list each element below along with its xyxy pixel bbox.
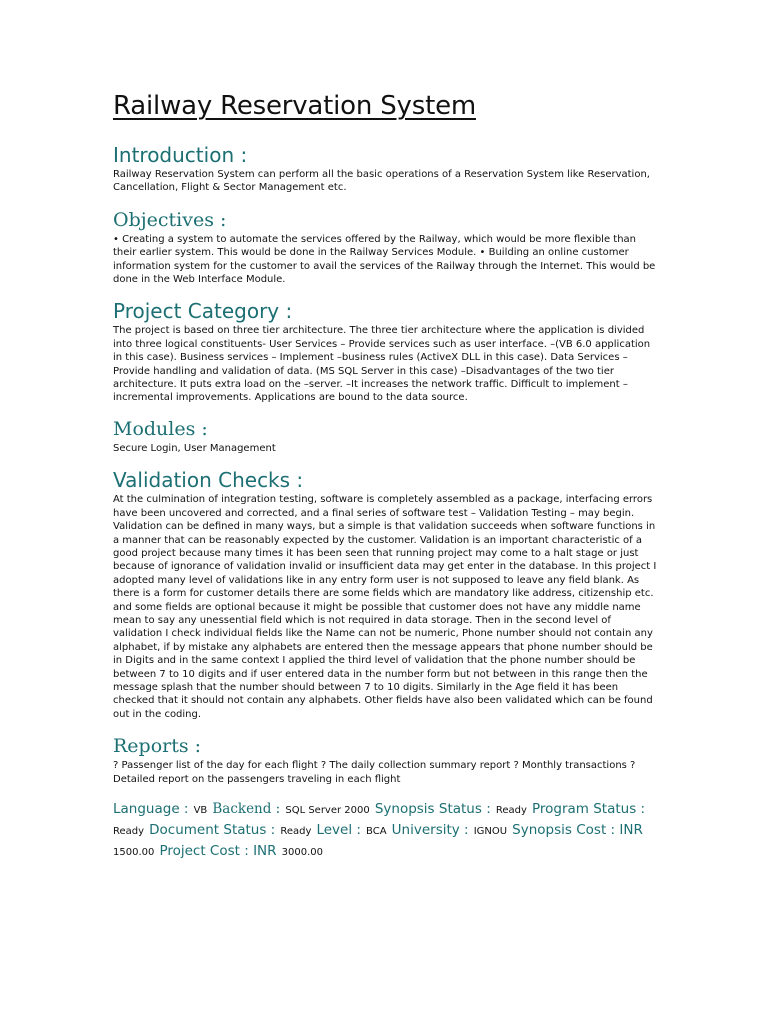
reports-section (113, 733, 658, 786)
validation-checks-text: At the culmination of integration testing, software is completely assembled as a package, interfacing errors have been uncovered and corrected, and a final series of software test – Validation Testing – may begin. Validation can be defined in many ways, but a simple is that validation succeeds when software functions in a manner that can be reasonably expected by the customer. Validation is an important characteristic of a good project because many times it has been seen that running project may come to a halt stage or just because of ignorance of validation invalid or insufficient data may get enter in the database. In this project I adopted many level of validations like in any entry form user is not supposed to leave any field blank. As there is a form for customer details there are some fields which are mandatory like address, citizenship etc. and some fields are optional because it might be possible that customer does not have any middle name mean to say any unessential field which is not required in data storage. Then in the second level of validation I check individual fields like the Name can not be numeric, Phone number should not contain any alphabet, if by mistake any alphabets are entered then the message appears that phone number should be in Digits and in the same context I applied the third level of validation that the phone number should be between 7 to 10 digits and if user entered data in the number form but not between in this range then the message splash that the number should between 7 to 10 digits. Similarly in the Age field it has been checked that it should not contain any alphabets. Other fields have also been validated which can be found out in the coding. (113, 494, 657, 720)
validation-checks-section (113, 467, 658, 721)
project-cost-label: Project Cost : INR (159, 843, 277, 859)
program-status-value: Ready (113, 826, 145, 837)
introduction-text: Railway Reservation System can perform all the basic operations of a Reservation System like Reservation, Cancellation, Flight & Sector Management etc. (113, 169, 650, 194)
project-cost-value: 3000.00 (281, 847, 323, 858)
language-label: Language : (113, 801, 189, 817)
document-page (113, 88, 658, 862)
modules-text: Secure Login, User Management (113, 442, 276, 454)
validation-checks-heading: Validation Checks : (113, 468, 304, 493)
document-status-label: Document Status : (149, 822, 276, 838)
backend-label: Backend : (212, 801, 281, 817)
synopsis-cost-value: 1500.00 (113, 847, 155, 858)
synopsis-cost-label: Synopsis Cost : INR (512, 822, 643, 838)
introduction-section (113, 142, 658, 195)
level-label: Level : (316, 822, 361, 838)
objectives-heading: Objectives : (113, 208, 227, 231)
reports-heading: Reports : (113, 735, 202, 758)
level-value: BCA (366, 826, 387, 837)
backend-value: SQL Server 2000 (285, 805, 370, 816)
synopsis-status-value: Ready (495, 805, 527, 816)
project-summary (113, 799, 658, 862)
project-category-section (113, 298, 658, 404)
project-category-heading: Project Category : (113, 299, 293, 324)
program-status-label: Program Status : (531, 801, 646, 817)
project-category-text: The project is based on three tier architecture. The three tier architecture where the application is divided into three logical constituents- User Services – Provide services such as user interface. –(VB 6.0 application in this case). Business services – Implement –business rules (ActiveX DLL in this case). Data Services – Provide handling and validation of data. (MS SQL Server in this case) –Disadvantages of the two tier architecture. It puts extra load on the –server. –It increases the network traffic. Difficult to implement –incremental improvements. Applications are bound to the data source. (113, 325, 651, 404)
modules-section (113, 416, 658, 455)
document-status-value: Ready (280, 826, 312, 837)
modules-heading: Modules : (113, 417, 208, 440)
introduction-heading: Introduction : (113, 143, 248, 167)
language-value: VB (193, 805, 208, 816)
university-label: University : (391, 822, 469, 838)
objectives-text: • Creating a system to automate the services offered by the Railway, which would be more flexible than their earlier system. This would be done in the Railway Services Module. • Building an online customer information system for the customer to avail the services of the Railway through the Internet. This would be done in the Web Interface Module. (113, 233, 656, 286)
university-value: IGNOU (473, 826, 508, 837)
synopsis-status-label: Synopsis Status : (374, 801, 491, 817)
objectives-section (113, 207, 658, 287)
reports-text: ? Passenger list of the day for each flight ? The daily collection summary report ? Monthly transactions ? Detailed report on the passengers traveling in each flight (113, 760, 636, 785)
document-title: Railway Reservation System (113, 91, 476, 121)
